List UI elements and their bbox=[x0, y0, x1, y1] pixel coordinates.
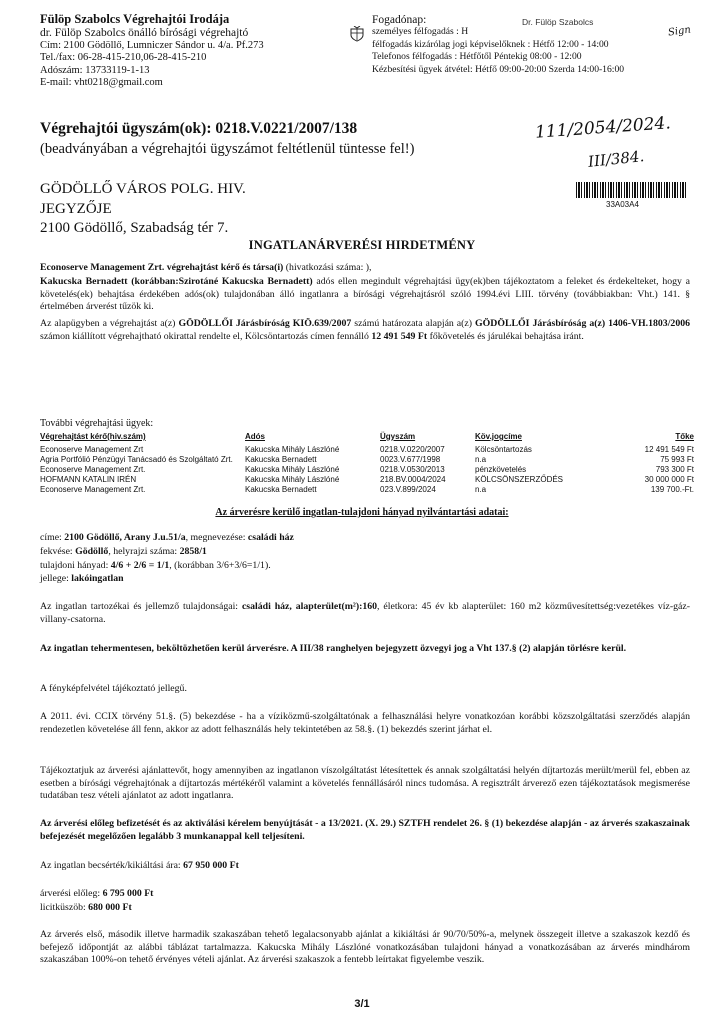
reception-line: félfogadás kizárólag jogi képviselőknek : Hétfő 12:00 - 14:00 bbox=[372, 38, 609, 50]
table-header-row bbox=[40, 431, 694, 445]
column-header: Köv.jogcíme bbox=[475, 432, 522, 441]
ccix-note: A 2011. évi. CCIX törvény 51.§. (5) bekezdése - ha a víziközmű-szolgáltatónak a felhasználási helyre vonatkozóan korábbi közszolgáltatási szerződés alapján rendezetlen követelése áll fenn, akkor az adott felhasználás hely tekintetében az 58.§. (1) bekezdés szerint járhat el. bbox=[40, 711, 690, 735]
stages-note: Az árverés első, második illetve harmadik szakaszában tehető legalacsonyabb ajánlat a kikiáltási ár 90/70/50%-a, melynek összegeit illetve a szakaszok kezdő és befejező időpontját az alábbi táblázat tartalmazza. Kakucska Mihály Lászlóné vonatkozásában tulajdoni hányad a vonatkozásában az árverés mindhárom szakaszában 100%-on tehető érvényes vételi ajánlat. Az árverési szakaszok a fentebb leírtakat figyelembe veszik. bbox=[40, 929, 690, 966]
intro-paragraph: Az alapügyben a végrehajtást a(z) GÖDÖLLŐI Járásbíróság KIÖ.639/2007 számú határozata alapján a(z) GÖDÖLLŐI Járásbíróság a(z) 1406-VH.1803/2006 számon kiállított végrehajtható okirattal rendelte el, Kölcsöntartozás címen fennálló 12 491 549 Ft főkövetelés és járulékai behajtása iránt. bbox=[40, 318, 691, 342]
office-tax-number: Adószám: 13733119-1-13 bbox=[40, 64, 150, 76]
intro-paragraph: Kakucska Bernadett (korábban:Szirotáné Kakucska Bernadett) adós ellen megindult végrehajtási ügy(ek)ben tájékoztatom a feleket és érdekelteket, hogy a követelés(ek) behajtása érdekében adós(ok) tulajdonában álló ingatlanra a bírósági végrehajtásról szóló 1994.évi LIII. törvény (továbbiakban: Vht.) 141. § értelmében árverést tűzök ki. bbox=[40, 276, 690, 313]
recipient-address bbox=[40, 180, 246, 239]
intro-paragraph: Econoserve Management Zrt. végrehajtást kérő és társa(i) (hivatkozási száma: ), bbox=[40, 262, 372, 273]
table-cell: n.a bbox=[475, 455, 487, 464]
table-cell: 12 491 549 Ft bbox=[644, 445, 694, 454]
table-cell: Econoserve Management Zrt. bbox=[40, 465, 146, 474]
other-cases-table bbox=[40, 431, 694, 495]
table-row bbox=[40, 445, 694, 455]
table-cell: 0218.V.0220/2007 bbox=[380, 445, 445, 454]
table-cell: Econoserve Management Zrt bbox=[40, 445, 144, 454]
table-cell: 139 700.-Ft. bbox=[650, 485, 694, 494]
handwritten-filing-number: 111/2054/2024. bbox=[534, 113, 672, 143]
barcode bbox=[576, 182, 688, 198]
table-cell: KÖLCSÖNSZERZŐDÉS bbox=[475, 475, 564, 484]
page-number: 3/1 bbox=[354, 998, 370, 1010]
table-cell: Kölcsöntartozás bbox=[475, 445, 532, 454]
table-cell: Kakucska Mihály Lászlóné bbox=[245, 445, 340, 454]
debtor-name: Kakucska Bernadett (korábban:Szirotáné Kakucska Bernadett) bbox=[40, 276, 313, 287]
reception-title: Fogadónap: bbox=[372, 14, 427, 26]
table-cell: 0218.V.0530/2013 bbox=[380, 465, 445, 474]
other-cases-title: További végrehajtási ügyek: bbox=[40, 418, 154, 429]
office-bailiff: dr. Fülöp Szabolcs önálló bírósági végrehajtó bbox=[40, 27, 249, 39]
table-cell: 218.BV.0004/2024 bbox=[380, 475, 446, 484]
column-header: Tőke bbox=[675, 432, 694, 441]
coat-of-arms-icon bbox=[350, 26, 364, 42]
reception-line: személyes félfogadás : H bbox=[372, 26, 469, 38]
office-phone: Tel./fax: 06-28-415-210,06-28-415-210 bbox=[40, 52, 207, 64]
starting-price: 67 950 000 Ft bbox=[183, 860, 239, 871]
table-cell: Kakucska Mihály Lászlóné bbox=[245, 465, 340, 474]
property-burden: Az ingatlan tehermentesen, beköltözhetően kerül árverésre. A III/38 ranghelyen bejegyzett özvegyi jog a Vht 137.§ (2) alapján törlésre kerül. bbox=[40, 643, 627, 654]
photo-note: A fényképfelvétel tájékoztató jellegű. bbox=[40, 683, 187, 694]
recipient-line: 2100 Gödöllő, Szabadság tér 7. bbox=[40, 220, 229, 236]
document-title: INGATLANÁRVERÉSI HIRDETMÉNY bbox=[248, 238, 476, 252]
column-header: Adós bbox=[245, 432, 265, 441]
table-row bbox=[40, 475, 694, 485]
water-info-note: Tájékoztatjuk az árverési ajánlattevőt, hogy amennyiben az ingatlanon víszolgáltatást létesítettek és annak szolgáltatási helyén díjtartozás merült/merül fel, ebben az esetben a bírósági végrehajtónak a díjtartozás mértékéről valamint a követelés fennállásáról nincs tudomása. A regisztrált árverező ezen tájékoztatások megismerése tudatában tesz vételi ajánlatot az adott ingatlanra. bbox=[40, 765, 690, 802]
table-cell: 023.V.899/2024 bbox=[380, 485, 436, 494]
bid-step-amount: 680 000 Ft bbox=[88, 902, 132, 913]
table-cell: 0023.V.677/1998 bbox=[380, 455, 441, 464]
table-row bbox=[40, 465, 694, 475]
signature: Sign bbox=[667, 24, 692, 39]
deposit-note: Az árverési előleg befizetését és az aktiválási kérelem benyújtását - a 13/2021. (X. 29.) SZTFH rendelet 26. § (1) bekezdése alapján - az árverés szakaszainak befejezését megelőzően legalább 3 munkanappal kell teljesíteni. bbox=[40, 818, 690, 842]
office-address: Cím: 2100 Gödöllő, Lumniczer Sándor u. 4/a. Pf.273 bbox=[40, 39, 264, 51]
property-location: fekvése: Gödöllő, helyrajzi száma: 2858/1 bbox=[40, 546, 207, 557]
deposit-amount: 6 795 000 Ft bbox=[102, 888, 154, 899]
table-cell: Kakucska Bernadett bbox=[245, 455, 317, 464]
property-section-title: Az árverésre kerülő ingatlan-tulajdoni hányad nyilvántartási adatai: bbox=[215, 507, 509, 518]
table-cell: Agria Portfólió Pénzügyi Tanácsadó és Szolgáltató Zrt. bbox=[40, 455, 233, 464]
table-row bbox=[40, 455, 694, 465]
creditor-name: Econoserve Management Zrt. végrehajtást kérő és társa(i) bbox=[40, 262, 284, 273]
table-cell: HOFMANN KATALIN IRÉN bbox=[40, 475, 137, 484]
table-cell: pénzkövetelés bbox=[475, 465, 527, 474]
handwritten-filing-number: III/384. bbox=[587, 147, 646, 171]
table-cell: n.a bbox=[475, 485, 487, 494]
table-cell: Kakucska Mihály Lászlóné bbox=[245, 475, 340, 484]
property-type: jellege: lakóingatlan bbox=[40, 573, 124, 584]
recipient-line: GÖDÖLLŐ VÁROS POLG. HIV. bbox=[40, 181, 246, 197]
case-note: (beadványában a végrehajtói ügyszámot feltétlenül tüntesse fel!) bbox=[40, 141, 415, 157]
table-cell: 75 993 Ft bbox=[660, 455, 694, 464]
office-header bbox=[40, 12, 340, 90]
table-row bbox=[40, 485, 694, 495]
office-email: E-mail: vht0218@gmail.com bbox=[40, 77, 163, 89]
reception-line: Telefonos félfogadás : Hétfőtől Péntekig 08:00 - 12:00 bbox=[372, 51, 582, 63]
table-cell: Kakucska Bernadett bbox=[245, 485, 317, 494]
property-features: Az ingatlan tartozékai és jellemző tulajdonságai: családi ház, alapterület(m²):160, életkora: 45 év kb alapterület: 160 m2 közművesítettség:vezetékes víz-gáz-villany-csatorna. bbox=[40, 601, 690, 625]
reception-line: Kézbesítési ügyek átvétel: Hétfő 09:00-20:00 Szerda 14:00-16:00 bbox=[372, 63, 625, 75]
office-name: Fülöp Szabolcs Végrehajtói Irodája bbox=[40, 12, 230, 26]
table-cell: 793 300 Ft bbox=[655, 465, 694, 474]
bid-step-line: licitküszöb: 680 000 Ft bbox=[40, 902, 132, 913]
recipient-line: JEGYZŐJE bbox=[40, 200, 112, 217]
column-header: Ügyszám bbox=[380, 432, 416, 441]
principal-amount: 12 491 549 Ft bbox=[371, 330, 428, 342]
deposit-line: árverési előleg: 6 795 000 Ft bbox=[40, 888, 154, 899]
column-header: Végrehajtást kérő(hiv.szám) bbox=[40, 432, 146, 441]
table-cell: 30 000 000 Ft bbox=[644, 475, 694, 484]
case-number: Végrehajtói ügyszám(ok): 0218.V.0221/2007/138 bbox=[40, 120, 358, 137]
table-cell: Econoserve Management Zrt. bbox=[40, 485, 146, 494]
property-share: tulajdoni hányad: 4/6 + 2/6 = 1/1, (korábban 3/6+3/6=1/1). bbox=[40, 560, 271, 571]
property-address: címe: 2100 Gödöllő, Arany J.u.51/a, megnevezése: családi ház bbox=[40, 532, 294, 543]
stamp-name: Dr. Fülöp Szabolcs bbox=[522, 17, 594, 27]
price-line: Az ingatlan becsérték/kikiáltási ára: 67 950 000 Ft bbox=[40, 860, 239, 871]
barcode-text: 33A03A4 bbox=[606, 200, 639, 209]
